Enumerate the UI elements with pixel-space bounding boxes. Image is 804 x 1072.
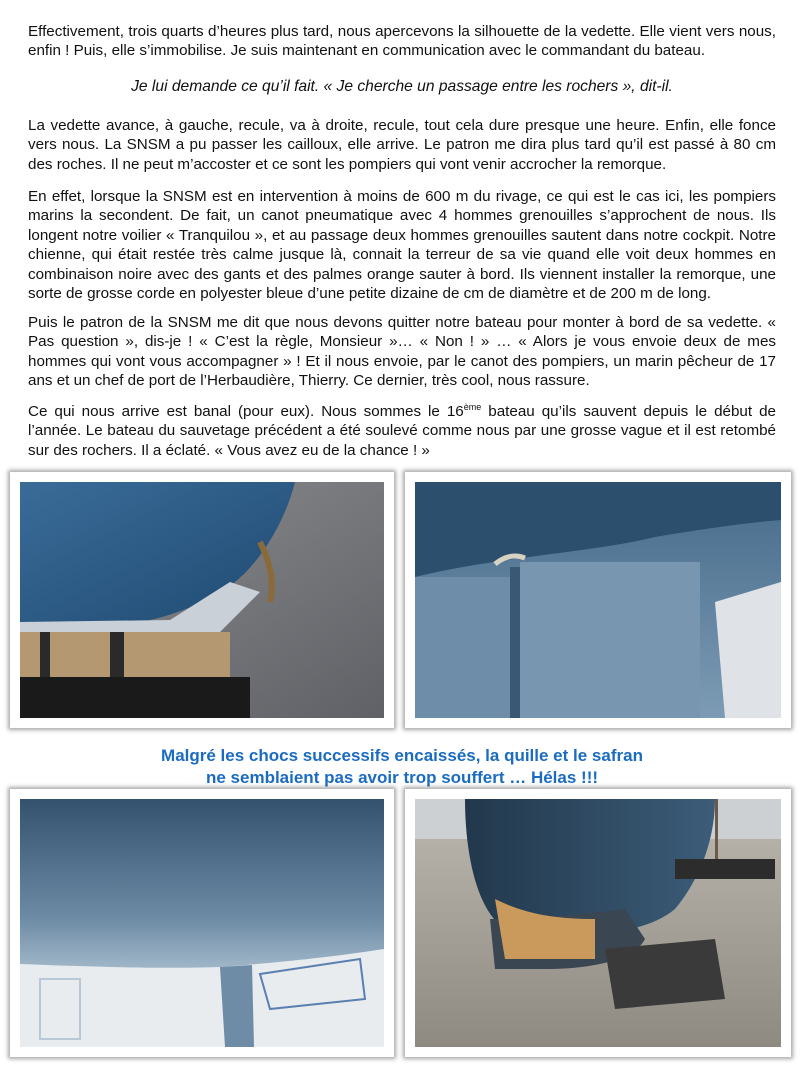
photo-hull-underside bbox=[10, 789, 394, 1057]
paragraph-2-text: La vedette avance, à gauche, recule, va à droite, recule, tout cela dure presque une heure. Enfin, elle fonce vers nous. La SNSM a pu passer les cailloux, elle arrive. Le patron me dira plus tard qu’il est passé à 80 cm des roches. Il ne peut m’accoster et ce sont les pompiers qui vont venir accrocher la remorque. bbox=[28, 117, 776, 173]
paragraph-5-end: bateau qu’ils sauvent depuis le début de l’année. Le bateau du sauvetage précédent a été soulevé comme nous par une grosse vague et il est retombé sur des rochers. Il a éclaté. « Vous avez eu de la chance ! » bbox=[28, 403, 776, 459]
caption-line-1: Malgré les chocs successifs encaissés, la quille et le safran bbox=[161, 746, 643, 765]
paragraph-5-text bbox=[28, 402, 776, 460]
photo-hull-keel-damage bbox=[10, 472, 394, 728]
photo-keel-on-blocks bbox=[405, 789, 791, 1057]
paragraph-3-text: En effet, lorsque la SNSM est en intervention à moins de 600 m du rivage, ce qui est le cas ici, les pompiers marins la secondent. De fait, un canot pneumatique avec 4 hommes grenouilles s’approchent de nous. Ils longent notre voilier « Tranquilou », et au passage deux hommes grenouilles sautent dans notre cockpit. Notre chienne, qui était restée très calme jusque là, connait la terreur de sa vie quand elle voit deux hommes en combinaison noire avec des gants et des palmes orange sauter à bord. Ils viennent installer la remorque, une sorte de grosse corde en polyester bleue d’une petite dizaine de cm de diamètre et de 200 m de long. bbox=[28, 188, 776, 303]
photo-keel-rudder-joint bbox=[405, 472, 791, 728]
paragraph-5 bbox=[28, 402, 776, 460]
photo-icon bbox=[20, 482, 384, 718]
paragraph-2 bbox=[28, 116, 776, 174]
paragraph-1 bbox=[28, 22, 776, 61]
photo-icon bbox=[415, 799, 781, 1047]
ordinal-superscript: ème bbox=[463, 401, 482, 412]
caption-line-2: ne semblaient pas avoir trop souffert … Hélas !!! bbox=[205, 768, 599, 787]
photo-icon bbox=[20, 799, 384, 1047]
paragraph-4-text: Puis le patron de la SNSM me dit que nous devons quitter notre bateau pour monter à bord de sa vedette. « Pas question », dis-je ! « C’est la règle, Monsieur »… « Non ! » … « Alors je vous envoie deux de mes hommes qui vont vous accompagner » ! Et il nous envoie, par le canot des pompiers, un marin pêcheur de 17 ans et un chef de port de l’Herbaudière, Thierry. Ce dernier, très cool, nous rassure. bbox=[28, 314, 776, 390]
quote-line: Je lui demande ce qu’il fait. « Je cherche un passage entre les rochers », dit-il. bbox=[131, 78, 673, 95]
paragraph-1-text: Effectivement, trois quarts d’heures plus tard, nous apercevons la silhouette de la vedette. Elle vient vers nous, enfin ! Puis, elle s’immobilise. Je suis maintenant en communication avec le commandant du bateau. bbox=[28, 23, 776, 60]
paragraph-3 bbox=[28, 187, 776, 303]
photo-caption bbox=[20, 745, 784, 789]
paragraph-5-start: Ce qui nous arrive est banal (pour eux). Nous sommes le 16 bbox=[28, 403, 464, 420]
paragraph-4 bbox=[28, 313, 776, 391]
photo-icon bbox=[415, 482, 781, 718]
